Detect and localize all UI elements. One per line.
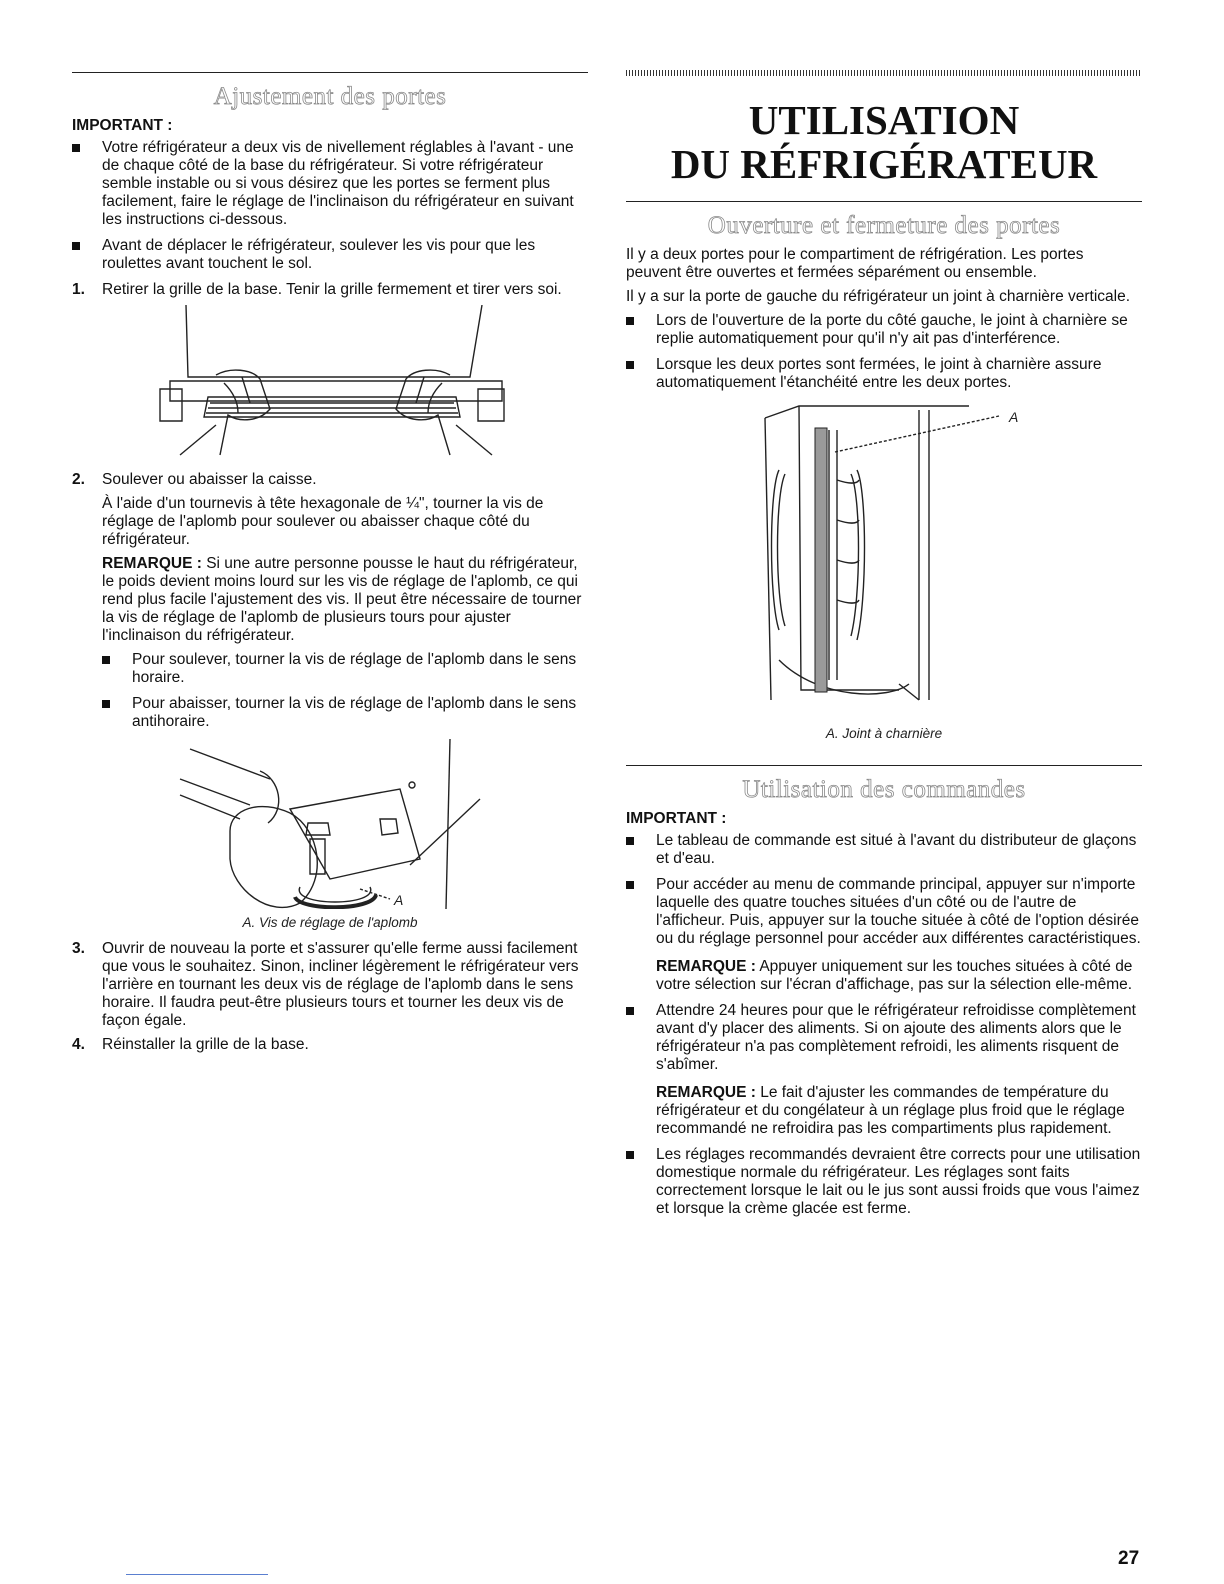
list-item: Les réglages recommandés devraient être corrects pour une utilisation domestique normale du réfrigérateur. Les réglages sont faits correctement lorsque le lait ou le jus sont aussi froids que vous l'aimez et lorsque la crème glacée est ferme. [626, 1146, 1142, 1218]
list-item-text: Attendre 24 heures pour que le réfrigérateur refroidisse complètement avant d'y placer des aliments. Si on ajoute des aliments alors que le réfrigérateur n'a pas complètement refroidi, les aliments risquent de s'abîmer. [656, 1001, 1136, 1073]
steps-list-final [72, 940, 588, 1054]
note [656, 1084, 1142, 1138]
doors-list [626, 312, 1142, 392]
step-number: 3. [72, 940, 85, 957]
note-text: Si une autre personne pousse le haut du réfrigérateur, le poids devient moins lourd sur les vis de réglage de l'aplomb, ce qui rend plus facile l'ajustement des vis. Il peut être nécessaire de tourner la vis de réglage de l'aplomb de plusieurs tours pour ajuster l'inclinaison du réfrigérateur. [102, 555, 582, 644]
list-item [626, 1002, 1142, 1138]
step-number: 2. [72, 471, 85, 488]
step-number: 4. [72, 1036, 85, 1053]
important-list [72, 139, 588, 273]
step-2-detail: À l'aide d'un tournevis à tête hexagonale de ¼", tourner la vis de réglage de l'aplomb pour soulever ou abaisser chaque côté du réfrigérateur. [102, 495, 544, 548]
list-item-text: Pour accéder au menu de commande principal, appuyer sur n'importe laquelle des quatre touches situées d'un côté ou de l'autre de l'afficheur. Puis, appuyer sur la touche située à côté de l'option désirée ou du réglage personnel pour accéder aux différentes caractéristiques. [656, 875, 1141, 947]
step-3 [72, 940, 588, 1030]
list-item: Pour soulever, tourner la vis de réglage de l'aplomb dans le sens horaire. [102, 651, 588, 687]
leveling-screw-illustration [150, 739, 510, 909]
note-label: REMARQUE : [656, 957, 756, 975]
list-item: Lorsque les deux portes sont fermées, le joint à charnière assure automatiquement l'étanchéité entre les deux portes. [626, 356, 1142, 392]
left-column [72, 60, 588, 1060]
step-text: Retirer la grille de la base. Tenir la grille fermement et tirer vers soi. [102, 281, 562, 298]
section-rule [626, 765, 1142, 766]
step-text: Ouvrir de nouveau la porte et s'assurer qu'elle ferme aussi facilement que vous le souhaitez. Sinon, incliner légèrement le réfrigérateur vers l'arrière en tournant les deux vis de réglage de l'aplomb dans le sens horaire. Il faudra peut-être plusieurs tours et tourner les deux vis de façon égale. [102, 940, 579, 1029]
section-title-controls: Utilisation des commandes [742, 775, 1026, 803]
step-4 [72, 1036, 588, 1054]
base-grille-illustration [120, 305, 540, 465]
list-item: Votre réfrigérateur a deux vis de nivellement réglables à l'avant - une de chaque côté de la base du réfrigérateur. Si votre réfrigérateur semble instable ou si vous désirez que les portes se ferment plus facilement, faire le réglage de l'inclinaison du réfrigérateur en suivant les instructions ci-dessous. [72, 139, 588, 229]
section-rule [626, 201, 1142, 202]
step-2 [72, 471, 588, 489]
callout-letter: A [1009, 408, 1019, 425]
step-text: Réinstaller la grille de la base. [102, 1036, 309, 1053]
section-rule [72, 72, 588, 73]
step-number: 1. [72, 281, 85, 298]
steps-list-continued [72, 471, 588, 489]
chapter-rule [626, 70, 1142, 76]
paragraph: Il y a deux portes pour le compartiment de réfrigération. Les portes peuvent être ouvertes et fermées séparément ou ensemble. [626, 245, 1084, 281]
note-text: Appuyer uniquement sur les touches situées à côté de votre sélection sur l'écran d'affichage, pas sur la sélection elle-même. [656, 957, 1133, 993]
list-item: Avant de déplacer le réfrigérateur, soulever les vis pour que les roulettes avant touchent le sol. [72, 237, 588, 273]
right-column [626, 60, 1142, 1226]
hinged-seal-illustration [739, 400, 1029, 720]
chapter-title-line: DU RÉFRIGÉRATEUR [670, 141, 1098, 188]
step-2-list [102, 651, 588, 731]
hinged-seal [815, 428, 827, 692]
controls-list [626, 832, 1142, 1218]
list-item: Lors de l'ouverture de la porte du côté gauche, le joint à charnière se replie automatiquement pour qu'il n'y ait pas d'interférence. [626, 312, 1142, 348]
step-2-note [102, 555, 588, 645]
callout-letter: A [394, 892, 404, 908]
step-text: Soulever ou abaisser la caisse. [102, 471, 317, 488]
section-title-doors: Ouverture et fermeture des portes [707, 211, 1061, 239]
chapter-title-line: UTILISATION [748, 97, 1020, 143]
figure-caption: A. Joint à charnière [825, 725, 943, 741]
steps-list [72, 281, 588, 299]
section-title-door-adjustment: Ajustement des portes [213, 83, 447, 110]
figure-caption: A. Vis de réglage de l'aplomb [242, 915, 418, 930]
important-label: IMPORTANT : [626, 809, 727, 827]
list-item: Le tableau de commande est situé à l'avant du distributeur de glaçons et d'eau. [626, 832, 1142, 868]
note-label: REMARQUE : [102, 555, 202, 572]
footer-rule [126, 1574, 268, 1575]
list-item: Pour abaisser, tourner la vis de réglage de l'aplomb dans le sens antihoraire. [102, 695, 588, 731]
paragraph: Il y a sur la porte de gauche du réfrigérateur un joint à charnière verticale. [626, 287, 1131, 305]
note [656, 958, 1142, 994]
chapter-title [626, 98, 1142, 187]
note-label: REMARQUE : [656, 1083, 756, 1101]
step-1 [72, 281, 588, 299]
important-label: IMPORTANT : [72, 117, 173, 134]
page-number: 27 [1118, 1548, 1140, 1569]
list-item [626, 876, 1142, 994]
note-text: Le fait d'ajuster les commandes de température du réfrigérateur et du congélateur à un réglage plus froid que le réglage recommandé ne refroidira pas les compartiments plus rapidement. [656, 1083, 1125, 1137]
